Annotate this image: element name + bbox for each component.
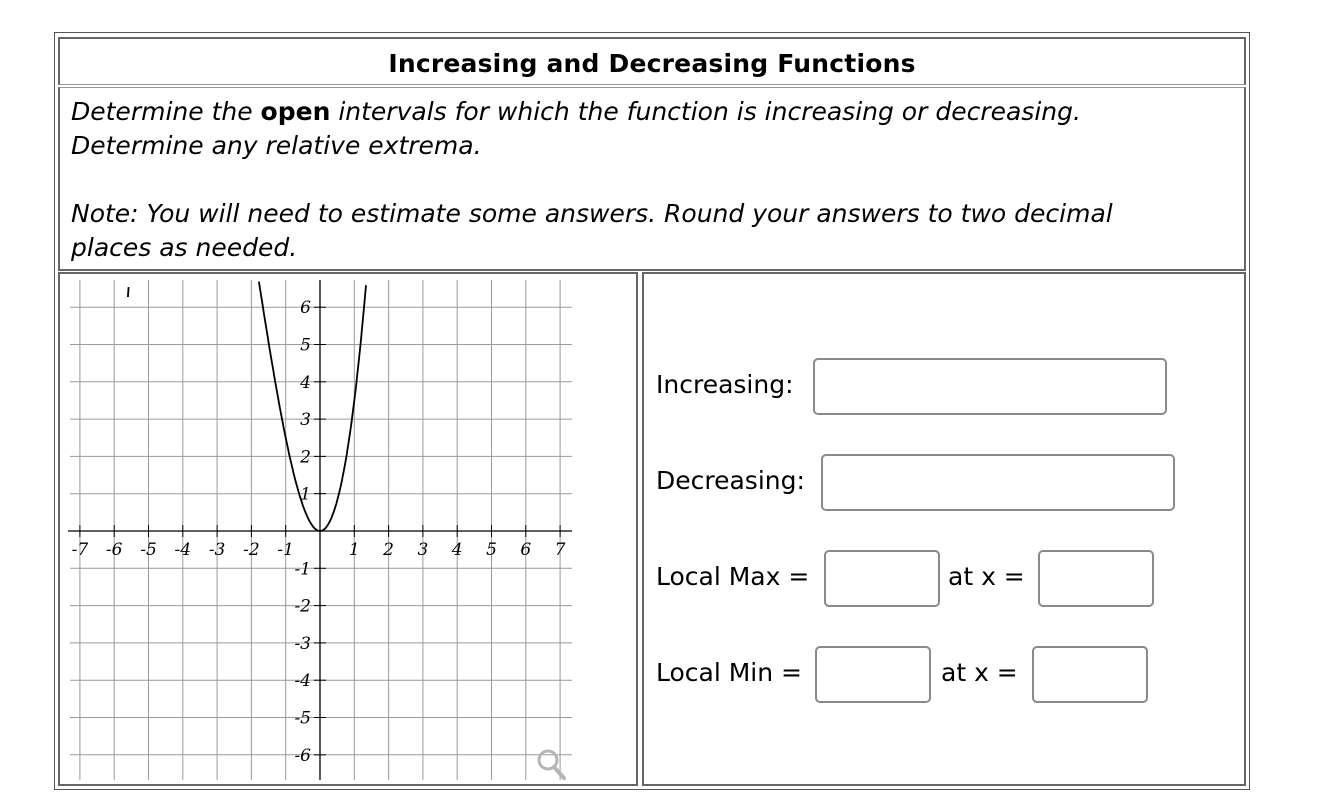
x-tick-label: 3 — [417, 540, 429, 560]
x-tick-label: 7 — [554, 540, 566, 560]
local-min-at-x-label: at x = — [941, 658, 1018, 687]
increasing-label: Increasing: — [656, 370, 794, 399]
open-emphasis: open — [260, 97, 331, 126]
y-tick-label: 5 — [300, 335, 311, 356]
y-tick-label: 1 — [300, 484, 311, 505]
x-tick-label: 2 — [383, 540, 395, 560]
x-tick-label: -4 — [174, 540, 192, 560]
y-tick-label: -5 — [294, 708, 311, 729]
x-tick-label: -1 — [277, 540, 294, 560]
local-max-input[interactable] — [824, 550, 940, 607]
function-graph — [60, 274, 636, 784]
instruction-text-a: Determine the — [71, 97, 261, 126]
local-min-x-input[interactable] — [1032, 646, 1148, 703]
graph-panel — [58, 272, 638, 786]
x-tick-label: -6 — [105, 540, 123, 560]
x-tick-label: 5 — [486, 540, 497, 560]
increasing-input[interactable] — [813, 358, 1167, 415]
y-tick-label: 3 — [300, 410, 311, 431]
local-min-input[interactable] — [815, 646, 931, 703]
y-tick-label: -4 — [294, 671, 311, 692]
answer-panel — [642, 272, 1246, 786]
x-tick-label: -2 — [243, 540, 260, 560]
y-tick-label: 4 — [300, 372, 311, 393]
instruction-text-b: intervals for which the function is increasing or decreasing. — [330, 97, 1081, 126]
y-tick-label: -2 — [294, 596, 311, 617]
y-tick-label: 2 — [300, 447, 311, 468]
local-min-label: Local Min = — [656, 658, 802, 687]
title-bar — [58, 37, 1246, 85]
x-tick-label: -3 — [208, 540, 226, 560]
decreasing-input[interactable] — [821, 454, 1175, 511]
note-line-1: Note: You will need to estimate some answers. Round your answers to two decimal — [71, 199, 1113, 228]
x-tick-label: 6 — [520, 540, 532, 560]
x-tick-label: 4 — [451, 540, 463, 560]
x-tick-label: -7 — [71, 540, 89, 560]
local-max-label: Local Max = — [656, 562, 810, 591]
instructions-panel — [58, 87, 1246, 271]
local-max-at-x-label: at x = — [948, 562, 1025, 591]
instruction-line-2: Determine any relative extrema. — [71, 131, 482, 160]
local-max-x-input[interactable] — [1038, 550, 1154, 607]
decreasing-label: Decreasing: — [656, 466, 805, 495]
note-line-2: places as needed. — [71, 233, 298, 262]
x-tick-label: 1 — [348, 540, 360, 560]
y-tick-label: -6 — [294, 745, 311, 766]
x-tick-label: -5 — [140, 540, 157, 560]
y-tick-label: -1 — [294, 559, 311, 580]
y-tick-label: -3 — [294, 633, 311, 654]
instruction-line-1 — [71, 95, 1221, 129]
y-tick-label: 6 — [300, 298, 311, 319]
page-title: Increasing and Decreasing Functions — [388, 49, 916, 78]
instructions-text — [71, 95, 1221, 265]
